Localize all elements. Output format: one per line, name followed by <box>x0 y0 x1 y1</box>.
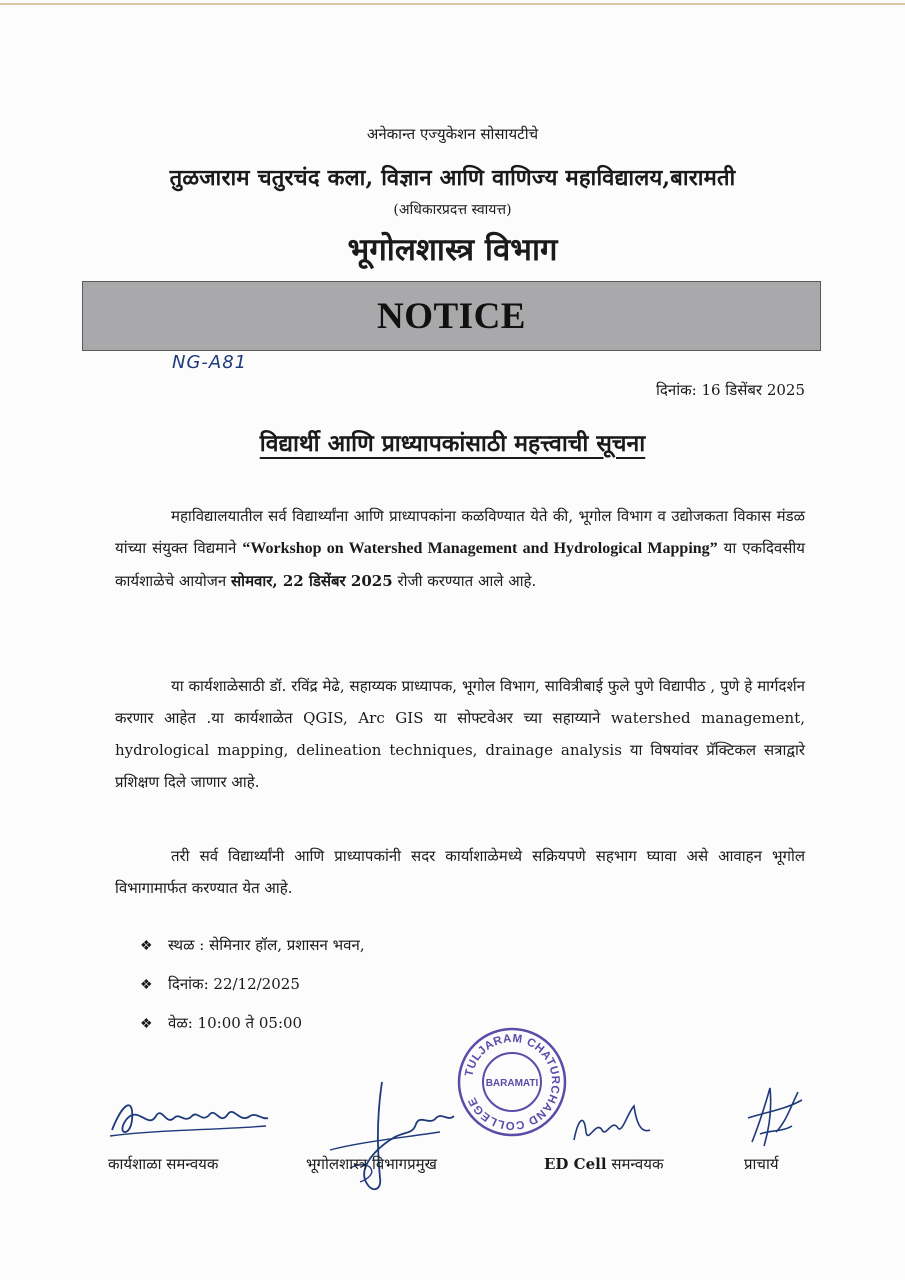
event-details-list <box>140 930 365 1047</box>
seal-outer-text: TULJARAM CHATURCHAND COLLEGE <box>463 1032 562 1132</box>
department-name: भूगोलशास्त्र विभाग <box>347 232 558 268</box>
p3-text: तरी सर्व विद्यार्थ्यांनी आणि प्राध्यापकांनी सदर कार्याशाळेमध्ये सक्रियपणे सहभाग घ्यावा असे आवाहन भूगोल विभागामार्फत करण्यात येत आहे. <box>115 847 805 897</box>
reference-number: NG-A81 <box>172 352 248 373</box>
ed-cell-label <box>544 1154 663 1174</box>
notice-title: NOTICE <box>377 296 526 337</box>
notice-date: दिनांक: 16 डिसेंबर 2025 <box>656 381 805 399</box>
detail-time <box>140 1008 365 1047</box>
detail-venue <box>140 930 365 969</box>
coordinator-signature-icon <box>104 1090 274 1152</box>
workshop-title: “Workshop on Watershed Management and Hydrological Mapping” <box>242 540 718 557</box>
college-status: (अधिकारप्रदत्त स्वायत्त) <box>393 202 512 218</box>
ed-cell-signature-icon <box>566 1100 656 1152</box>
seal-center-text: BARAMATI <box>485 1078 539 1089</box>
ed-cell-label-bold: ED Cell <box>544 1155 607 1173</box>
p1-text-a: महाविद्यालयातील सर्व विद्यार्थ्यांना आणि प्राध्यापकांना कळविण्यात येते की, भूगोल विभाग व उद्योजकता विकास मंडळ यांच्या संयुक्त विद्यमाने <box>115 507 805 557</box>
coordinator-label: कार्यशाळा समन्वयक <box>108 1155 219 1173</box>
college-seal-icon <box>456 1026 568 1138</box>
workshop-date: सोमवार, 22 डिसेंबर 2025 <box>231 572 393 590</box>
p1-text-b: या एकदिवसीय कार्यशाळेचे आयोजन <box>115 539 805 590</box>
diamond-bullet-icon: ❖ <box>140 938 153 954</box>
paragraph-speaker <box>115 670 805 798</box>
detail-venue-text: स्थळ : सेमिनार हॉल, प्रशासन भवन, <box>168 936 365 954</box>
head-signature-icon <box>320 1078 470 1198</box>
paragraph-announcement <box>115 500 805 597</box>
diamond-bullet-icon: ❖ <box>140 1016 153 1032</box>
detail-time-text: वेळ: 10:00 ते 05:00 <box>168 1014 303 1032</box>
principal-signature-icon <box>740 1082 810 1154</box>
college-name: तुळजाराम चतुरचंद कला, विज्ञान आणि वाणिज्य महाविद्यालय,बारामती <box>169 165 736 191</box>
paragraph-appeal <box>115 840 805 904</box>
p1-text-c: रोजी करण्यात आले आहे. <box>397 572 537 590</box>
society-name: अनेकान्त एज्युकेशन सोसायटीचे <box>366 125 539 143</box>
p2-text: या कार्यशाळेसाठी डॉ. रविंद्र मेढे, सहाय्यक प्राध्यापक, भूगोल विभाग, सावित्रीबाई फुले पुणे विद्यापीठ , पुणे हे मार्गदर्शन करणार आहेत .या कार्यशाळेत QGIS, Arc GIS या सोफ्टवेअर च्या सहाय्याने watershed management, hydrological mapping, delineation techniques, drainage analysis या विषयांवर प्रॅक्टिकल सत्राद्वारे प्रशिक्षण दिले जाणार आहे. <box>115 677 805 791</box>
diamond-bullet-icon: ❖ <box>140 977 153 993</box>
detail-date-text: दिनांक: 22/12/2025 <box>168 975 300 993</box>
notice-subject: विद्यार्थी आणि प्राध्यापकांसाठी महत्त्वाची सूचना <box>259 430 646 457</box>
scan-edge-line <box>0 3 905 5</box>
detail-date <box>140 969 365 1008</box>
head-label: भूगोलशास्त्र विभागप्रमुख <box>306 1155 437 1173</box>
ed-cell-label-rest: समन्वयक <box>606 1155 664 1173</box>
principal-label: प्राचार्य <box>744 1155 779 1173</box>
notice-banner <box>82 281 821 351</box>
